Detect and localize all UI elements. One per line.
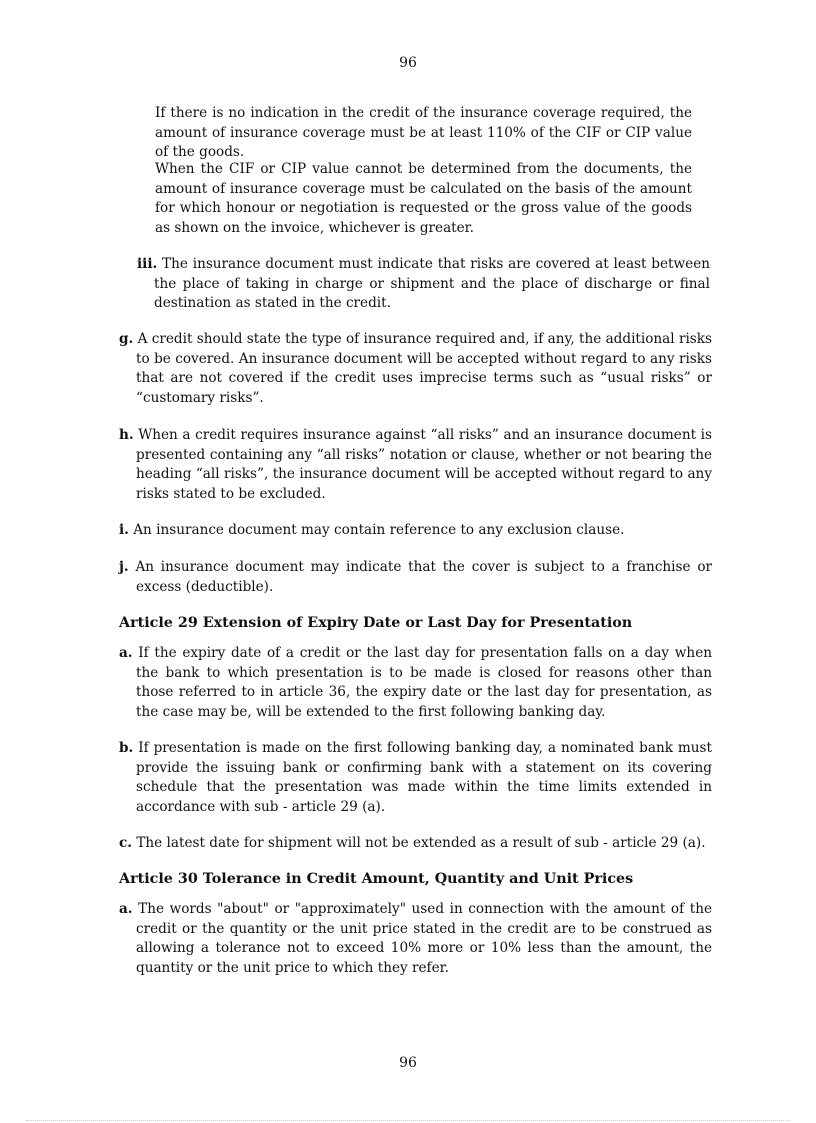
list-label: a. bbox=[119, 645, 133, 661]
list-item-text: An insurance document may indicate that the cover is subject to a franchise or excess (deductible). bbox=[135, 559, 712, 595]
paragraph-insurance-coverage-minimum: If there is no indication in the credit of the insurance coverage required, the amount of insurance coverage must be at least 110% of the CIF or CIP value of the goods. bbox=[155, 105, 692, 161]
article-29-item-a bbox=[119, 644, 712, 722]
list-label: b. bbox=[119, 740, 134, 756]
article-30-item-a bbox=[119, 900, 712, 978]
list-item-iii bbox=[137, 255, 710, 314]
list-label: iii. bbox=[137, 256, 158, 272]
list-item-i bbox=[119, 521, 712, 541]
article-29-item-c bbox=[119, 834, 712, 854]
list-item-text: The latest date for shipment will not be extended as a result of sub - article 29 (a). bbox=[136, 835, 706, 851]
page-bottom-border bbox=[26, 1120, 790, 1121]
article-29-item-b bbox=[119, 739, 712, 817]
list-label: i. bbox=[119, 522, 129, 538]
list-item-text: When a credit requires insurance against “all risks” and an insurance document is presented containing any “all risks” notation or clause, whether or not bearing the heading “all risks”, the insurance document will be accepted without regard to any risks stated to be excluded. bbox=[136, 427, 712, 502]
article-30-heading: Article 30 Tolerance in Credit Amount, Quantity and Unit Prices bbox=[119, 871, 634, 887]
list-item-text: The words "about" or "approximately" used in connection with the amount of the credit or the quantity or the unit price stated in the credit are to be construed as allowing a tolerance not to exceed 10% more or 10% less than the amount, the quantity or the unit price to which they refer. bbox=[136, 901, 712, 976]
paragraph-insurance-coverage-calculation: When the CIF or CIP value cannot be determined from the documents, the amount of insurance coverage must be calculated on the basis of the amount for which honour or negotiation is requested or the gross value of the goods as shown on the invoice, whichever is greater. bbox=[155, 161, 692, 236]
list-label: c. bbox=[119, 835, 133, 851]
page-number-top: 96 bbox=[399, 55, 417, 71]
list-item-text: The insurance document must indicate that risks are covered at least between the place of taking in charge or shipment and the place of discharge or final destination as stated in the credit. bbox=[154, 256, 710, 312]
list-item-text: An insurance document may contain reference to any exclusion clause. bbox=[133, 522, 625, 538]
list-label: g. bbox=[119, 331, 134, 347]
list-label: h. bbox=[119, 427, 134, 443]
list-label: a. bbox=[119, 901, 133, 917]
list-label: j. bbox=[119, 559, 129, 575]
list-item-h bbox=[119, 426, 712, 504]
list-item-text: If the expiry date of a credit or the last day for presentation falls on a day when the bank to which presentation is to be made is closed for reasons other than those referred to in article 36, the expiry date or the last day for presentation, as the case may be, will be extended to the first following banking day. bbox=[136, 645, 712, 720]
list-item-text: If presentation is made on the first following banking day, a nominated bank must provide the issuing bank or confirming bank with a statement on its covering schedule that the presentation was made within the time limits extended in accordance with sub - article 29 (a). bbox=[136, 740, 712, 815]
list-item-j bbox=[119, 558, 712, 597]
article-29-heading: Article 29 Extension of Expiry Date or Last Day for Presentation bbox=[119, 615, 633, 631]
page-number-bottom: 96 bbox=[399, 1055, 417, 1071]
list-item-text: A credit should state the type of insurance required and, if any, the additional risks to be covered. An insurance document will be accepted without regard to any risks that are not covered if the credit uses imprecise terms such as “usual risks” or “customary risks”. bbox=[136, 331, 712, 406]
list-item-g bbox=[119, 330, 712, 408]
